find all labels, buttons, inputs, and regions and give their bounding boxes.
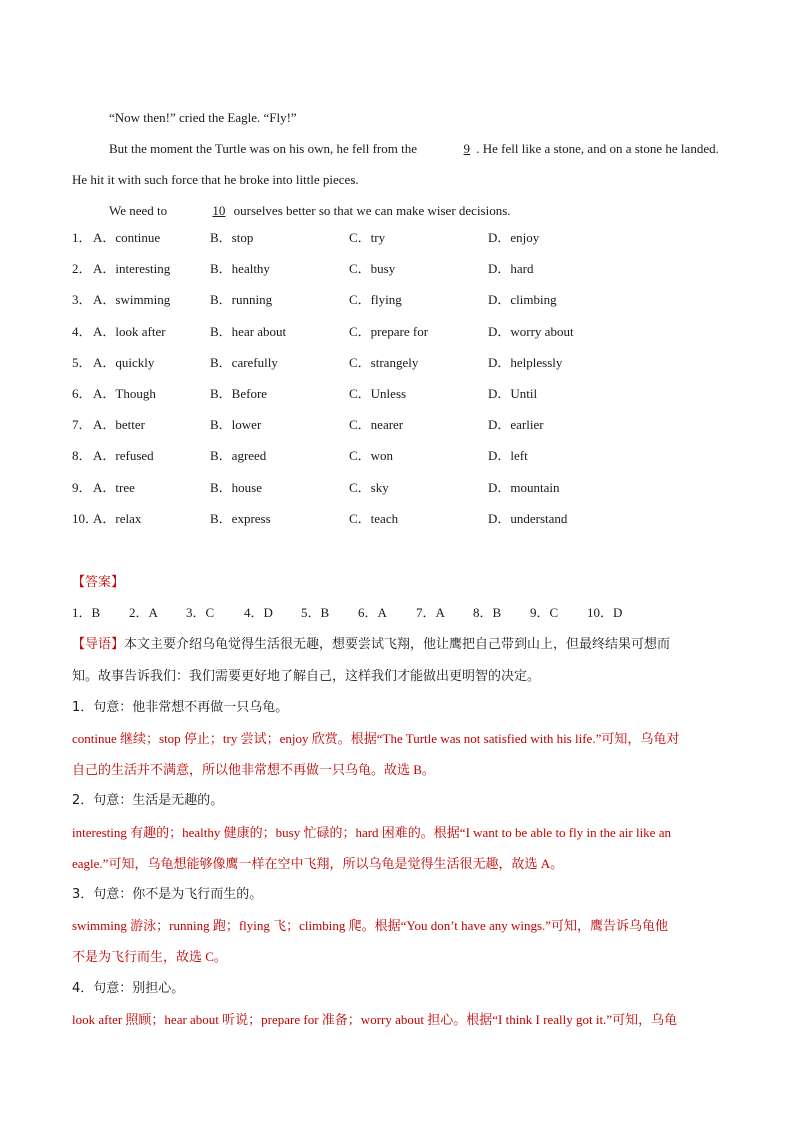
- option-a: A．quickly: [93, 354, 155, 370]
- guide-text: 本文主要介绍乌龟觉得生活很无趣，想要尝试飞翔，他让鹰把自己带到山上，但最终结果可想而: [124, 637, 671, 653]
- answer-key: 9．C: [530, 605, 559, 621]
- explanation-line: 不是为飞行而生，故选 C。: [72, 949, 227, 965]
- passage-line-2-end: . He fell like a stone, and on a stone he landed. He hit it with such force that he broke into little pieces.: [72, 141, 719, 187]
- option-b: B．stop: [210, 230, 254, 245]
- guide-line-1: [72, 628, 724, 660]
- answer-key: 7．A: [416, 605, 445, 621]
- option-c: C．sky: [349, 479, 389, 495]
- explanation-title: 2．句意：生活是无趣的。: [72, 793, 224, 809]
- option-c: C．Unless: [349, 385, 407, 401]
- option-b: B．hear about: [210, 323, 287, 339]
- option-b: B．express: [210, 510, 271, 526]
- question-row: [72, 472, 722, 503]
- option-a: A．continue: [93, 230, 161, 245]
- question-row: [72, 409, 722, 440]
- explanation-line: eagle.”可知，乌龟想能够像鹰一样在空中飞翔，所以乌龟是觉得生活很无趣，故选 A。: [72, 855, 564, 871]
- option-b: B．healthy: [210, 261, 270, 277]
- question-number: 8．: [72, 448, 92, 464]
- option-d: D．worry about: [488, 323, 574, 339]
- explanation-line: continue 继续；stop 停止；try 尝试；enjoy 欣赏。根据“The Turtle was not satisfied with his life.”可知，乌龟对: [72, 730, 680, 746]
- question-row: [72, 347, 722, 378]
- option-a: A．interesting: [93, 261, 171, 277]
- question-number: 6．: [72, 385, 92, 401]
- answer-key: 3．C: [186, 605, 215, 621]
- blank-9: 9: [463, 141, 470, 156]
- question-number: 3．: [72, 292, 92, 308]
- question-row: [72, 440, 722, 471]
- answer-key: 2．A: [129, 605, 158, 621]
- question-number: 2．: [72, 261, 92, 277]
- option-c: C．won: [349, 448, 394, 464]
- option-c: C．prepare for: [349, 323, 429, 339]
- question-options: [72, 222, 722, 534]
- question-number: 5．: [72, 354, 92, 370]
- question-row: [72, 222, 722, 253]
- option-d: D．mountain: [488, 479, 560, 495]
- answer-key: 6．A: [358, 605, 387, 621]
- option-d: D．Until: [488, 385, 538, 401]
- option-b: B．agreed: [210, 448, 267, 464]
- option-b: B．lower: [210, 417, 262, 433]
- explanation-line: interesting 有趣的；healthy 健康的；busy 忙碌的；hard 困难的。根据“I want to be able to fly in the air like an: [72, 824, 671, 840]
- answer-key-row: [72, 597, 724, 628]
- option-c: C．busy: [349, 261, 396, 277]
- option-d: D．left: [488, 448, 528, 464]
- question-row: [72, 253, 722, 284]
- passage-line-3-end: ourselves better so that we can make wiser decisions.: [230, 203, 511, 218]
- explanation-line: 自己的生活并不满意，所以他非常想不再做一只乌龟。故选 B。: [72, 762, 435, 778]
- option-b: B．house: [210, 479, 263, 495]
- answer-key: 8．B: [473, 605, 502, 621]
- answer-key: 4．D: [244, 605, 273, 621]
- question-number: 7．: [72, 417, 92, 433]
- option-c: C．flying: [349, 292, 402, 308]
- option-a: A．refused: [93, 448, 154, 464]
- option-d: D．understand: [488, 510, 568, 526]
- answer-key: 10．D: [587, 605, 623, 621]
- explanation-title: 3．句意：你不是为飞行而生的。: [72, 887, 263, 902]
- option-c: C．strangely: [349, 354, 419, 370]
- answer-key: 1．B: [72, 605, 101, 621]
- option-d: D．enjoy: [488, 230, 540, 245]
- question-row: [72, 284, 722, 315]
- question-row: [72, 378, 722, 409]
- option-c: C．try: [349, 230, 386, 245]
- guide-heading: 【导语】: [72, 636, 125, 652]
- option-b: B．carefully: [210, 354, 278, 370]
- question-row: [72, 503, 722, 534]
- explanation-title: 4．句意：别担心。: [72, 980, 185, 996]
- option-a: A．swimming: [93, 292, 171, 308]
- option-a: A．look after: [93, 323, 166, 339]
- question-row: [72, 316, 722, 347]
- option-b: B．running: [210, 292, 273, 308]
- explanation-title: 1．句意：他非常想不再做一只乌龟。: [72, 699, 289, 715]
- option-c: C．nearer: [349, 417, 404, 433]
- passage-line-2: [72, 133, 722, 195]
- answer-key: 5．B: [301, 605, 330, 621]
- question-number: 10．: [72, 510, 99, 526]
- blank-10: 10: [212, 203, 226, 218]
- option-d: D．earlier: [488, 417, 544, 433]
- question-number: 1．: [72, 230, 92, 245]
- option-a: A．better: [93, 417, 145, 433]
- option-a: A．relax: [93, 510, 142, 526]
- passage: [72, 102, 722, 226]
- passage-line-1: “Now then!” cried the Eagle. “Fly!”: [109, 110, 297, 125]
- option-d: D．helplessly: [488, 354, 563, 370]
- answer-heading: 【答案】: [72, 574, 125, 589]
- option-a: A．tree: [93, 479, 135, 495]
- question-number: 9．: [72, 479, 92, 495]
- guide-line-2: 知。故事告诉我们：我们需要更好地了解自己，这样我们才能做出更明智的决定。: [72, 668, 541, 684]
- explanation-line: look after 照顾；hear about 听说；prepare for 准备；worry about 担心。根据“I think I really got it.”可知，乌龟: [72, 1011, 678, 1027]
- passage-line-2-start: But the moment the Turtle was on his own, he fell from the: [109, 141, 421, 156]
- passage-line-3-start: We need to: [109, 203, 171, 218]
- option-d: D．hard: [488, 261, 534, 277]
- option-b: B．Before: [210, 385, 268, 401]
- question-number: 4．: [72, 323, 92, 339]
- option-c: C．teach: [349, 510, 399, 526]
- answer-section: [72, 566, 724, 1035]
- option-d: D．climbing: [488, 292, 557, 308]
- explanation: [72, 628, 724, 1035]
- explanation-line: swimming 游泳；running 跑；flying 飞；climbing 爬。根据“You don’t have any wings.”可知，鹰告诉乌龟他: [72, 918, 669, 934]
- option-a: A．Though: [93, 385, 156, 401]
